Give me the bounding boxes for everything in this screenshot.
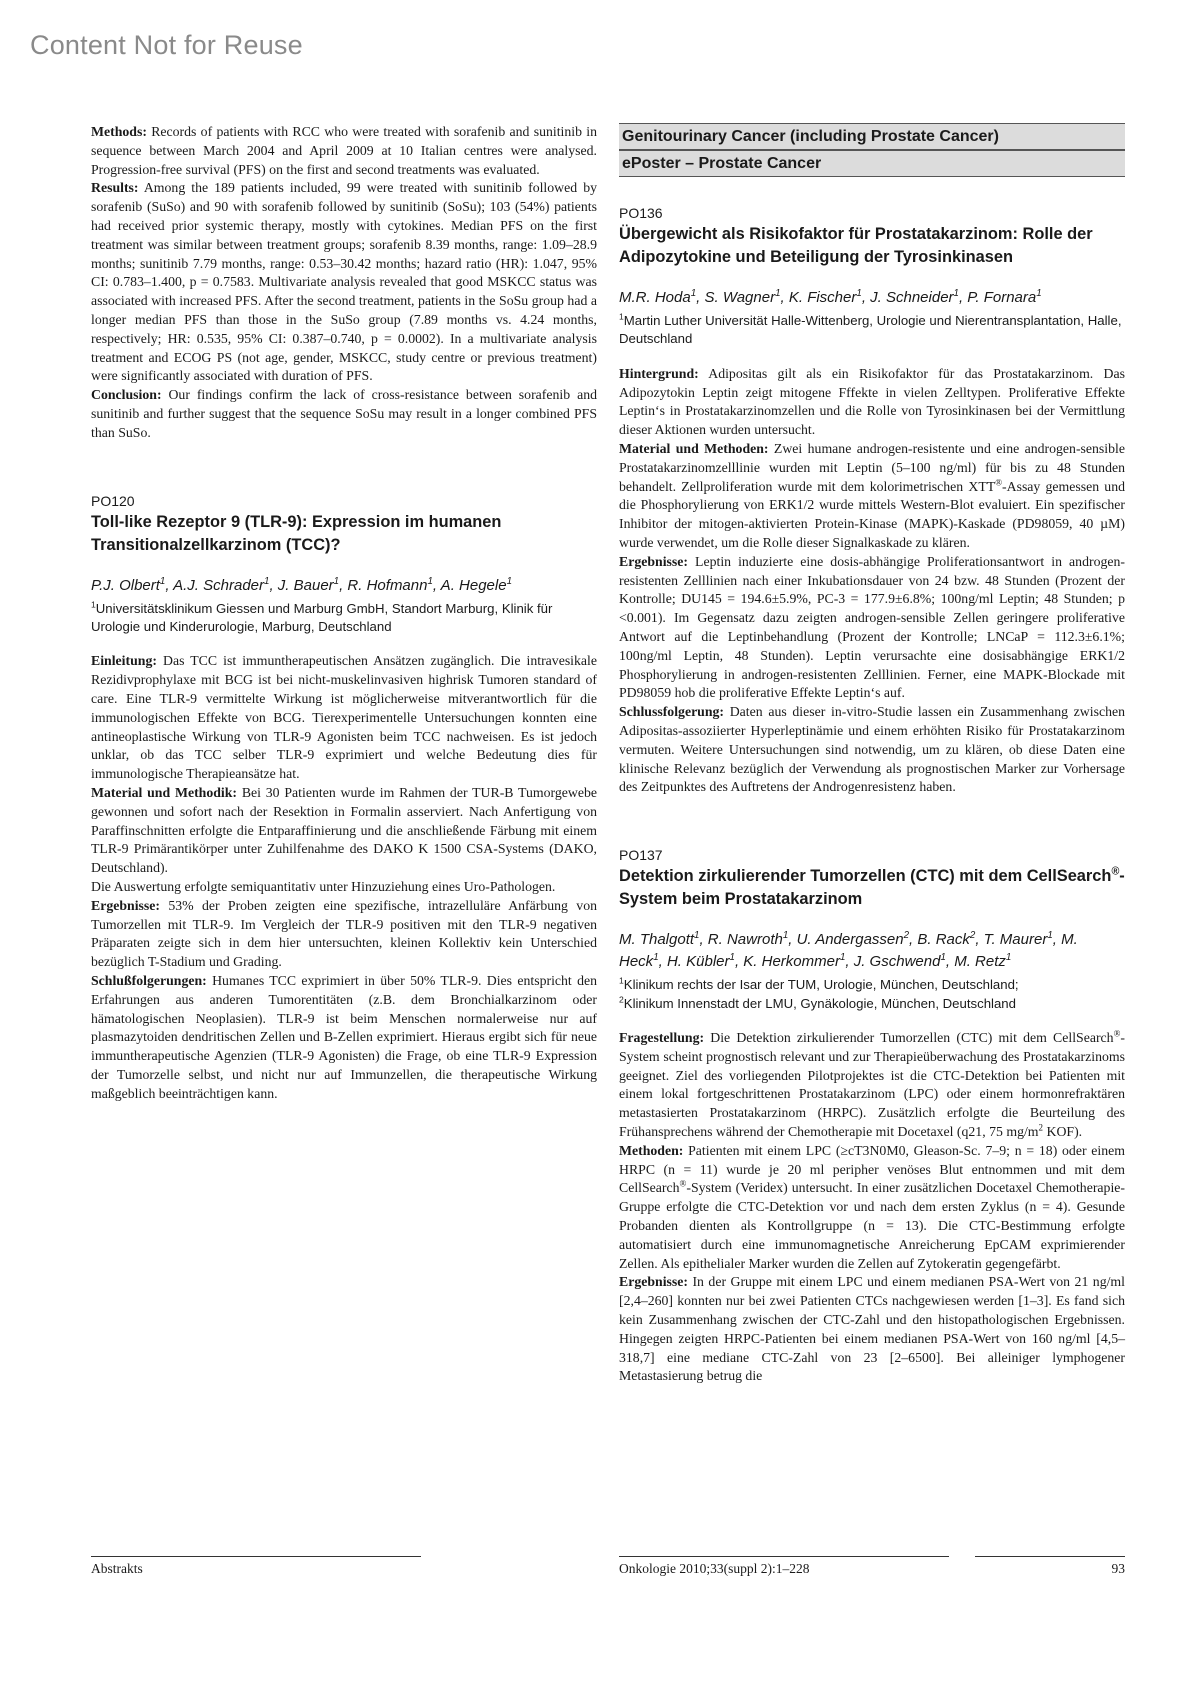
- material-paragraph: [619, 440, 1125, 553]
- schluss-text: Daten aus dieser in-vitro-Studie lassen ein Zusammenhang zwischen Adipositas-assoziierter Hyperleptinämie und einem erhöhten Risiko für Prostatakarzinom vermuten. Weitere Untersuchungen sind notwendig, um zu klären, ob diese Daten eine klinische Relevanz bezüglich der Verwendung als prognostischen Marker zur Vorhersage des Zeitpunktes des Auftretens der Androgenresistenz haben.: [619, 704, 1125, 795]
- schluss-paragraph: [91, 972, 597, 1104]
- abstract-title: Toll-like Rezeptor 9 (TLR-9): Expression im humanen Transitionalzellkarzinom (TCC)?: [91, 512, 502, 554]
- methoden-label: Methoden:: [619, 1142, 684, 1158]
- abstract-id: PO136: [619, 205, 663, 221]
- abstract-affiliation: $^1$Klinikum rechts der Isar der TUM, Urologie, München, Deutschland; $^2$Klinikum Innenstadt der LMU, Gynäkologie, München, Deutschland: [619, 975, 1019, 1011]
- ergebnisse-text: 53% der Proben zeigten eine spezifische, intrazelluläre Anfärbung von Tumorzellen mit TLR-9. Im Vergleich der TLR-9 positiven mit den TLR-9 negativen Präparaten zeigte sich in dem hier untersuchten, kleinen Kollektiv kein Unterschied bezüglich T-Stadium und Grading.: [91, 897, 597, 970]
- schluss-text: Humanes TCC exprimiert in über 50% TLR-9. Dies entspricht den Erfahrungen aus anderen Tumorentitäten (z.B. dem Bronchialkarzinom oder hämatologischen Neoplasien). TLR-9 ist beim Menschen normalerweise nur auf plasmazytoiden dendritischen Zellen und B-Zellen exprimiert. Hieraus ergibt sich für neue immuntherapeutische Agenzien (TLR-9 Agonisten) die Frage, ob eine TLR-9 Expression der Tumorzelle selbst, und nicht nur auf Immunzellen, die therapeutische Wirkung maßgeblich beeinträchtigen kann.: [91, 972, 597, 1101]
- footer-citation: Onkologie 2010;33(suppl 2):1–228: [619, 1561, 810, 1576]
- einleitung-paragraph: [91, 652, 597, 784]
- methods-text: Records of patients with RCC who were treated with sorafenib and sunitinib in sequence between March 2004 and April 2009 at 10 Italian centres were analysed. Progression-free survival (PFS) on the first and second treatments was evaluated.: [91, 124, 597, 177]
- right-column: [619, 123, 1125, 1386]
- conclusion-label: Conclusion:: [91, 387, 162, 403]
- ergebnisse-paragraph: [619, 1273, 1125, 1386]
- methods-paragraph: [91, 123, 597, 179]
- abstract-title: Übergewicht als Risikofaktor für Prostatakarzinom: Rolle der Adipozytokine und Beteiligung der Tyrosinkinasen: [619, 225, 1093, 266]
- ergebnisse-paragraph: [619, 553, 1125, 703]
- schluss-label: Schlußfolgerungen:: [91, 972, 207, 988]
- ergebnisse-label: Ergebnisse:: [91, 897, 160, 913]
- methods-label: Methods:: [91, 124, 147, 139]
- footer-journal-section: Abstrakts: [91, 1561, 143, 1576]
- fragestellung-label: Fragestellung:: [619, 1029, 705, 1045]
- abstract-authors: M.R. Hoda$^1$, S. Wagner$^1$, K. Fischer$^1$, J. Schneider$^1$, P. Fornara$^1$: [619, 288, 1042, 306]
- footer-rule-left: [91, 1556, 421, 1557]
- material-label: Material und Methodik:: [91, 784, 238, 800]
- abstract-po136: [619, 205, 1125, 797]
- material-text: Zwei humane androgen-resistente und eine androgen-sensible Prostatakarzinomzelllinie wurden mit Leptin (5–100 ng/ml) für bis zu 48 Stunden behandelt. Zellproliferation wurde mit dem kolorimetrischen XTT®-Assay gemessen und die Phosphorylierung von ERK1/2 wurde mittels Western-Blot evaluiert. Ein spezifischer Inhibitor der mitogen-aktivierten Protein-Kinase (MAPK)-Kaskade (PD98059, 40 µM) wurde verwendet, um die Rolle dieser Signalkaskade zu klären.: [619, 441, 1125, 550]
- abstract-id: PO137: [619, 847, 663, 864]
- section-subtitle: ePoster – Prostate Cancer: [619, 150, 1125, 177]
- results-paragraph: [91, 179, 597, 386]
- abstract-po120: [91, 493, 597, 1104]
- ergebnisse-label: Ergebnisse:: [619, 553, 688, 569]
- fragestellung-paragraph: [619, 1029, 1125, 1142]
- abstract-affiliation: $^1$Universitätsklinikum Giessen und Marburg GmbH, Standort Marburg, Klinik für Urologie und Kinderurologie, Marburg, Deutschland: [91, 599, 553, 634]
- einleitung-text: Das TCC ist immuntherapeutischen Ansätzen zugänglich. Die intravesikale Rezidivprophylaxe mit BCG ist bei nicht-muskelinvasiven highrisk Tumoren standard of care. Eine TLR-9 vermittelte Wirkung ist möglicherweise mitverantwortlich für die immunologischen Effekte von BCG. Tierexperimentelle Untersuchungen konnten eine antineoplastische Wirkung von TLR-9 Agonisten beim TCC nachweisen. Es ist jedoch unklar, ob das TCC selber TLR-9 exprimiert und welche Bedeutung dies für immunologische Therapieansätze hat.: [91, 653, 597, 782]
- section-header: [619, 123, 1125, 177]
- einleitung-label: Einleitung:: [91, 653, 157, 669]
- footer-rule-right: [975, 1556, 1125, 1557]
- abstract-title: Detektion zirkulierender Tumorzellen (CTC) mit dem CellSearch®-System beim Prostatakarzinom: [619, 865, 1125, 909]
- material-text: Bei 30 Patienten wurde im Rahmen der TUR-B Tumorgewebe gewonnen und sofort nach der Resektion in Formalin asserviert. Nach Anfertigung von Paraffinschnitten erfolgte die Entparaffinierung und die anschließende Färbung mit einem TLR-9 Primärantikörper unter Zuhilfenahme des DAKO K 1500 CSA-Systems (DAKO, Deutschland).: [91, 784, 597, 876]
- conclusion-paragraph: [91, 386, 597, 442]
- results-text: Among the 189 patients included, 99 were treated with sunitinib followed by sorafenib (SuSo) and 90 with sorafenib followed by sunitinib (SoSu); 103 (54%) patients had received prior systemic therapy, mostly with cytokines. Median PFS on the first treatment was similar between treatment groups; sorafenib 8.39 months, range: 1.09–28.9 months; sunitinib 7.79 months, range: 0.53–30.42 months; hazard ratio (HR): 1.047, 95% CI: 0.783–1.400, p = 0.7583. Multivariate analysis revealed that good MSKCC status was associated with increased PFS. After the second treatment, patients in the SoSu group had a longer median PFS than those in the SuSo group (7.89 months vs. 4.24 months, respectively; HR: 0.535, 95% CI: 0.387–0.740, p = 0.0002). In a multivariate analysis treatment and ECOG PS (not age, gender, MSKCC, study centre or previous treatment) were significantly associated with duration of PFS.: [91, 180, 597, 384]
- material-paragraph: [91, 784, 597, 878]
- abstract-authors: P.J. Olbert$^1$, A.J. Schrader$^1$, J. Bauer$^1$, R. Hofmann$^1$, A. Hegele$^1$: [91, 575, 512, 594]
- left-column: [91, 123, 597, 1103]
- material-paragraph-2: Die Auswertung erfolgte semiquantitativ unter Hinzuziehung eines Uro-Pathologen.: [91, 878, 556, 894]
- fragestellung-text: Die Detektion zirkulierender Tumorzellen (CTC) mit dem CellSearch®-System scheint prognostisch relevant und zur Therapieüberwachung des Prostatakarzinoms geeignet. Ziel des vorliegenden Pilotprojektes ist die CTC-Detektion bei Patienten mit einem lokal fortgeschrittenen Prostatakarzinom (LPC) oder einem hormonrefraktären metastasierten Prostatakarzinom (HRPC). Zusätzlich erfolgte die Beurteilung des Frühansprechens während der Chemotherapie mit Docetaxel (q21, 75 $mg/m^2$ KOF).: [619, 1028, 1125, 1139]
- abstract-id: PO120: [91, 492, 135, 509]
- hintergrund-label: Hintergrund:: [619, 365, 699, 381]
- methoden-paragraph: [619, 1142, 1125, 1274]
- schluss-label: Schlussfolgerung:: [619, 704, 725, 720]
- ergebnisse-text: Leptin induzierte eine dosis-abhängige Proliferationsantwort in androgen-resistenten Zelllinien nach einer Inkubationsdauer von 24 bzw. 48 Stunden (Prozent der Kontrolle; DU145 = 194.6±5.9%, PC-3 = 177.9±6.8%; 100ng/ml Leptin; 48 Stunden; p <0.001). Im Gegensatz dazu zeigten androgen-sensible Zellen geringere proliferative Antwort auf die Leptinbehandlung (Prozent der Kontrolle; LNCaP = 112.3±6.1%; 100ng/ml Leptin, 48 Stunden). Leptin verursachte eine dosisabhängige ERK1/2 Phosphorylierung in androgen-resistenten Zelllinien. Ferner, eine MAPK-Blockade mit PD98059 hob die proliferative Effekte Leptin‘s auf.: [619, 553, 1125, 701]
- ergebnisse-paragraph: [91, 897, 597, 972]
- abstract-authors: M. Thalgott$^1$, R. Nawroth$^1$, U. Andergassen$^2$, B. Rack$^2$, T. Maurer$^1$, M. Heck$^1$, H. Kübler$^1$, K. Herkommer$^1$, J. Gschwend$^1$, M. Retz$^1$: [619, 930, 1078, 971]
- schluss-paragraph: [619, 703, 1125, 797]
- ergebnisse-text: In der Gruppe mit einem LPC und einem medianen PSA-Wert von 21 ng/ml [2,4–260] konnten nur bei zwei Patienten CTCs nachgewiesen werden [1–3]. Es fand sich kein Zusammenhang zwischen der CTC-Zahl und den histopathologischen Ergebnissen. Hingegen zeigten HRPC-Patienten bei einem medianen PSA-Wert von 160 ng/ml [4,5–318,7] eine mediane CTC-Zahl von 23 [2–6500]. Bei alleiniger lymphogener Metastasierung betrug die: [619, 1274, 1125, 1384]
- hintergrund-paragraph: [619, 365, 1125, 440]
- section-title: Genitourinary Cancer (including Prostate Cancer): [619, 123, 1125, 150]
- ergebnisse-label: Ergebnisse:: [619, 1274, 688, 1290]
- watermark: Content Not for Reuse: [30, 30, 303, 60]
- abstract-po137: [619, 847, 1125, 1386]
- results-label: Results:: [91, 180, 139, 196]
- methoden-text: Patienten mit einem LPC (≥cT3N0M0, Gleason-Sc. 7–9; n = 18) oder einem HRPC (n = 11) wurde je 20 ml peripher venöses Blut entnommen und mit dem CellSearch®-System (Veridex) untersucht. In einer zusätzlichen Docetaxel Chemotherapie-Gruppe erfolgte die CTC-Detektion vor und nach dem ersten Zyklus (n = 4). Gesunde Probanden dienten als Kontrollgruppe (n = 13). Die CTC-Bestimmung erfolgte automatisiert durch eine immunomagnetische Anreicherung EpCAM exprimierender Zellen. Als epithelialer Marker wurden die Zellen auf Zytokeratin gegengefärbt.: [619, 1142, 1125, 1271]
- hintergrund-text: Adipositas gilt als ein Risikofaktor für das Prostatakarzinom. Das Adipozytokin Leptin zeigt mitogene Fffekte in vielen Zelltypen. Proliferative Effekte Leptin‘s in Prostatakarzinomzellen und die Rolle von Tyrosinkinasen bei der Vermittlung dieser Aktionen wurden untersucht.: [619, 365, 1125, 438]
- material-label: Material und Methoden:: [619, 441, 769, 456]
- page-number: 93: [1111, 1561, 1125, 1576]
- footer-rule-center: [619, 1556, 949, 1557]
- conclusion-text: Our findings confirm the lack of cross-resistance between sorafenib and sunitinib and further suggest that the sequence SoSu may result in a longer combined PFS than SuSo.: [91, 387, 597, 440]
- abstract-affiliation: $^1$Martin Luther Universität Halle-Wittenberg, Urologie und Nierentransplantation, Halle, Deutschland: [619, 311, 1122, 347]
